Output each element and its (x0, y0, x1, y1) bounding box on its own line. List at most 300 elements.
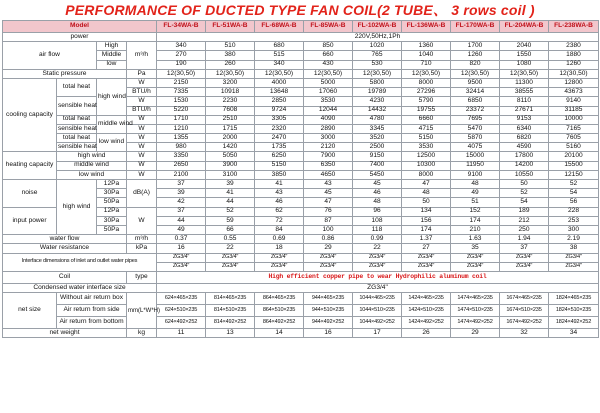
value-cell: 13 (206, 329, 255, 338)
value-cell: 765 (353, 51, 402, 60)
value-cell: 814×465×235 (206, 293, 255, 305)
value-cell: 12(30,50) (304, 69, 353, 78)
value-cell: 980 (157, 143, 206, 152)
table-row (3, 161, 599, 170)
value-cell: 8000 (402, 78, 451, 87)
net-weight-label: net weight (3, 329, 127, 338)
value-cell: 2510 (206, 115, 255, 124)
value-cell: 1674×492×252 (500, 317, 549, 329)
value-cell: 26 (402, 329, 451, 338)
value-cell: 864×492×252 (255, 317, 304, 329)
value-cell: 15500 (549, 161, 599, 170)
value-cell: 1710 (157, 115, 206, 124)
value-cell: 38555 (500, 88, 549, 97)
value-cell: 27671 (500, 106, 549, 115)
value-cell: 1.94 (500, 235, 549, 244)
value-cell: 2000 (206, 134, 255, 143)
value-cell: 2100 (157, 170, 206, 179)
value-cell: 17060 (304, 88, 353, 97)
value-cell: 12500 (402, 152, 451, 161)
value-cell: 37 (157, 207, 206, 216)
heating-capacity-label: heating capacity (3, 152, 57, 180)
value-cell: 76 (304, 207, 353, 216)
value-cell: 108 (353, 216, 402, 225)
value-cell: 3520 (353, 134, 402, 143)
value-cell: 13648 (255, 88, 304, 97)
pressure-level: 12Pa (97, 180, 127, 189)
value-cell: 32 (500, 329, 549, 338)
model-name: FL-102WA-B (353, 21, 402, 33)
value-cell: 23372 (451, 106, 500, 115)
value-cell: 12(30,50) (353, 69, 402, 78)
value-cell: 1420 (206, 143, 255, 152)
value-cell: 1210 (157, 124, 206, 133)
coil-label: Coil (3, 271, 127, 283)
value-cell: ZG3/4" (451, 262, 500, 271)
value-cell: 14432 (353, 106, 402, 115)
value-cell: 34 (549, 329, 599, 338)
value-cell: 3305 (255, 115, 304, 124)
value-cell: ZG3/4" (500, 262, 549, 271)
value-cell: 8110 (500, 97, 549, 106)
value-cell: 174 (451, 216, 500, 225)
value-cell: 3530 (402, 143, 451, 152)
value-cell: 624×492×252 (157, 317, 206, 329)
heat-type: total heat (57, 134, 97, 143)
value-cell: 0.69 (255, 235, 304, 244)
value-cell: 5870 (451, 134, 500, 143)
table-row (3, 235, 599, 244)
value-cell: 12(30,50) (206, 69, 255, 78)
value-cell: 4590 (500, 143, 549, 152)
size-variant: Without air return box (57, 293, 127, 305)
value-cell: 4650 (304, 170, 353, 179)
value-cell: 3350 (157, 152, 206, 161)
value-cell: 2040 (500, 42, 549, 51)
wind-label: low wind (97, 134, 127, 152)
table-row (3, 78, 599, 87)
value-cell: 47 (402, 180, 451, 189)
value-cell: 17800 (500, 152, 549, 161)
value-cell: 710 (402, 60, 451, 69)
value-cell: 12(30,50) (402, 69, 451, 78)
value-cell: 49 (451, 189, 500, 198)
value-cell: 59 (206, 216, 255, 225)
table-row (3, 69, 599, 78)
unit-cell: mm(L*W*H) (127, 293, 157, 329)
value-cell: 2890 (304, 124, 353, 133)
value-cell: 43 (304, 180, 353, 189)
value-cell: 72 (255, 216, 304, 225)
heat-type: total heat (57, 115, 97, 124)
model-name: FL-34WA-B (157, 21, 206, 33)
unit-cell: type (127, 271, 157, 283)
table-row (3, 143, 599, 152)
value-cell: 250 (500, 225, 549, 234)
value-cell: ZG3/4" (206, 253, 255, 262)
wind-label: high wind (97, 78, 127, 115)
value-cell: 1080 (500, 60, 549, 69)
value-cell: 1020 (353, 42, 402, 51)
value-cell: 1735 (255, 143, 304, 152)
value-cell: 5160 (549, 143, 599, 152)
value-cell: 430 (304, 60, 353, 69)
value-cell: ZG3/4" (255, 262, 304, 271)
value-cell: 1824×465×235 (549, 293, 599, 305)
value-cell: 54 (549, 189, 599, 198)
value-cell: 2850 (255, 97, 304, 106)
value-cell: 1674×465×235 (500, 293, 549, 305)
value-cell: 2650 (157, 161, 206, 170)
value-cell: 7165 (549, 124, 599, 133)
wind-label: high wind (57, 180, 97, 235)
value-cell: 6660 (402, 115, 451, 124)
value-cell: 228 (549, 207, 599, 216)
value-cell: 1424×510×235 (402, 305, 451, 317)
value-cell: 4715 (402, 124, 451, 133)
value-cell: 2150 (157, 78, 206, 87)
heat-type: sensible heat (57, 97, 97, 115)
table-row (3, 293, 599, 305)
value-cell: 5470 (451, 124, 500, 133)
water-flow-label: water flow (3, 235, 127, 244)
value-cell: 9100 (451, 170, 500, 179)
value-cell: 12150 (549, 170, 599, 179)
value-cell: 1824×510×235 (549, 305, 599, 317)
table-row (3, 134, 599, 143)
value-cell: 340 (157, 42, 206, 51)
value-cell: 48 (451, 180, 500, 189)
value-cell: 1715 (206, 124, 255, 133)
value-cell: 2230 (206, 97, 255, 106)
wind-label: middle wind (97, 115, 127, 133)
value-cell: 41 (255, 180, 304, 189)
value-cell: 27 (402, 244, 451, 253)
value-cell: 52 (206, 207, 255, 216)
value-cell: 3530 (304, 97, 353, 106)
value-cell: 134 (402, 207, 451, 216)
heat-type: total heat (57, 78, 97, 96)
value-cell: 814×492×252 (206, 317, 255, 329)
value-cell: 1360 (402, 42, 451, 51)
value-cell: 1260 (549, 60, 599, 69)
value-cell: 4000 (255, 78, 304, 87)
value-cell: 18 (255, 244, 304, 253)
value-cell: 96 (353, 207, 402, 216)
size-variant: Air return from bottom (57, 317, 127, 329)
value-cell: 39 (157, 189, 206, 198)
value-cell: 11 (157, 329, 206, 338)
value-cell: 45 (304, 189, 353, 198)
value-cell: 5050 (206, 152, 255, 161)
page-title: PERFORMANCE OF DUCTED TYPE FAN COIL(2 TUBE、 3 rows coil ) (65, 2, 535, 18)
table-row (3, 283, 599, 292)
table-row (3, 180, 599, 189)
value-cell: 5220 (157, 106, 206, 115)
value-cell: 14200 (500, 161, 549, 170)
unit-cell: W (127, 78, 157, 87)
value-cell: 2500 (353, 143, 402, 152)
value-cell: 19755 (402, 106, 451, 115)
table-row (3, 271, 599, 283)
value-cell: 20100 (549, 152, 599, 161)
value-cell: 39 (206, 180, 255, 189)
value-cell: ZG3/4" (304, 262, 353, 271)
unit-cell: W (127, 143, 157, 152)
value-cell: 12044 (304, 106, 353, 115)
value-cell: 12(30,50) (451, 69, 500, 78)
value-cell: 118 (353, 225, 402, 234)
value-cell: 530 (353, 60, 402, 69)
table-row (3, 305, 599, 317)
value-cell: 1044×510×235 (353, 305, 402, 317)
condensed-water-value: ZG3/4" (157, 283, 599, 292)
interface-label: Interface dimensions of inlet and outlet water pipes (3, 253, 157, 271)
value-cell: 6250 (255, 152, 304, 161)
value-cell: 19789 (353, 88, 402, 97)
value-cell: 29 (304, 244, 353, 253)
value-cell: 9500 (451, 78, 500, 87)
value-cell: 6350 (304, 161, 353, 170)
value-cell: 48 (402, 189, 451, 198)
unit-cell: BTU/h (127, 88, 157, 97)
size-variant: Air return from side (57, 305, 127, 317)
value-cell: 84 (255, 225, 304, 234)
value-cell: 5450 (353, 170, 402, 179)
value-cell: 50 (402, 198, 451, 207)
power-value: 220V,50Hz,1Ph (157, 33, 599, 42)
value-cell: 5790 (402, 97, 451, 106)
value-cell: 1674×510×235 (500, 305, 549, 317)
heat-type: sensible heat (58, 143, 97, 151)
value-cell: 152 (451, 207, 500, 216)
value-cell: 1474×492×252 (451, 317, 500, 329)
value-cell: 0.55 (206, 235, 255, 244)
value-cell: 6340 (500, 124, 549, 133)
power-label: power (3, 33, 157, 42)
value-cell: 253 (549, 216, 599, 225)
pressure-level: 30Pa (97, 216, 127, 225)
unit-cell: W (127, 124, 157, 133)
value-cell: 624×510×235 (157, 305, 206, 317)
value-cell: ZG3/4" (255, 253, 304, 262)
value-cell: 15000 (451, 152, 500, 161)
value-cell: 260 (206, 60, 255, 69)
value-cell: 7400 (353, 161, 402, 170)
value-cell: ZG3/4" (304, 253, 353, 262)
water-resistance-label: Water resistance (3, 244, 127, 253)
value-cell: 12(30,50) (500, 69, 549, 78)
value-cell: 2380 (549, 42, 599, 51)
value-cell: 156 (402, 216, 451, 225)
input-power-label: input power (3, 207, 57, 235)
value-cell: 9150 (353, 152, 402, 161)
unit-cell: kPa (127, 244, 157, 253)
value-cell: 35 (451, 244, 500, 253)
value-cell: 17 (353, 329, 402, 338)
value-cell: 52 (549, 180, 599, 189)
value-cell: 38 (549, 244, 599, 253)
value-cell: 1.37 (402, 235, 451, 244)
value-cell: 4090 (304, 115, 353, 124)
unit-cell: W (127, 161, 157, 170)
value-cell: 1700 (451, 42, 500, 51)
pressure-level: 50Pa (97, 225, 127, 234)
value-cell: 52 (500, 189, 549, 198)
value-cell: 1530 (157, 97, 206, 106)
value-cell: 10300 (402, 161, 451, 170)
value-cell: 270 (157, 51, 206, 60)
unit-cell: W (127, 115, 157, 124)
condensed-water-label: Condensed water interface size (3, 283, 157, 292)
value-cell: 944×465×235 (304, 293, 353, 305)
value-cell: 0.99 (353, 235, 402, 244)
unit-cell: W (127, 207, 157, 235)
value-cell: 22 (206, 244, 255, 253)
table-row (3, 317, 599, 329)
value-cell: 2120 (304, 143, 353, 152)
value-cell: 0.37 (157, 235, 206, 244)
table-row (3, 244, 599, 253)
unit-cell: Pa (127, 69, 157, 78)
value-cell: 56 (549, 198, 599, 207)
model-name: FL-85WA-B (304, 21, 353, 33)
value-cell: 29 (451, 329, 500, 338)
unit-cell: W (127, 97, 157, 106)
value-cell: 7608 (206, 106, 255, 115)
value-cell: ZG3/4" (500, 253, 549, 262)
value-cell: 1474×510×235 (451, 305, 500, 317)
value-cell: 10000 (549, 115, 599, 124)
value-cell: ZG3/4" (402, 253, 451, 262)
value-cell: 45 (353, 180, 402, 189)
pressure-level: 30Pa (97, 189, 127, 198)
value-cell: 46 (353, 189, 402, 198)
value-cell: 4230 (353, 97, 402, 106)
unit-cell: BTU/h (127, 106, 157, 115)
value-cell: 944×492×252 (304, 317, 353, 329)
value-cell: 43673 (549, 88, 599, 97)
model-name: FL-238WA-B (549, 21, 599, 33)
table-row (3, 253, 599, 262)
value-cell: 27296 (402, 88, 451, 97)
model-name: FL-204WA-B (500, 21, 549, 33)
value-cell: 7605 (549, 134, 599, 143)
value-cell: 1044×465×235 (353, 293, 402, 305)
model-name: FL-51WA-B (206, 21, 255, 33)
table-row (3, 170, 599, 179)
unit-cell: W (127, 152, 157, 161)
value-cell: 11950 (451, 161, 500, 170)
value-cell: 4075 (451, 143, 500, 152)
value-cell: ZG3/4" (402, 262, 451, 271)
wind-label: middle wind (57, 161, 127, 170)
coil-note: High efficient copper pipe to wear Hydrophilic aluminum coil (157, 271, 599, 283)
value-cell: 660 (304, 51, 353, 60)
model-name: FL-170WA-B (451, 21, 500, 33)
model-header: Model (3, 21, 157, 33)
value-cell: 2.19 (549, 235, 599, 244)
value-cell: 864×510×235 (255, 305, 304, 317)
air-flow-label: air flow (3, 42, 97, 70)
value-cell: 380 (206, 51, 255, 60)
value-cell: 44 (206, 198, 255, 207)
table-row (3, 33, 599, 42)
value-cell: 944×510×235 (304, 305, 353, 317)
value-cell: 1474×465×235 (451, 293, 500, 305)
value-cell: 814×510×235 (206, 305, 255, 317)
value-cell: 190 (157, 60, 206, 69)
value-cell: 189 (500, 207, 549, 216)
wind-level: Middle (97, 51, 127, 60)
value-cell: 1880 (549, 51, 599, 60)
value-cell: 12(30,50) (255, 69, 304, 78)
value-cell: 14 (255, 329, 304, 338)
value-cell: 1.63 (451, 235, 500, 244)
value-cell: 12(30,50) (549, 69, 599, 78)
value-cell: 680 (255, 42, 304, 51)
value-cell: 9153 (500, 115, 549, 124)
static-pressure-label: Static pressure (3, 69, 127, 78)
value-cell: 850 (304, 42, 353, 51)
noise-label: noise (3, 180, 57, 208)
value-cell: 7900 (304, 152, 353, 161)
table-row (3, 97, 599, 106)
value-cell: 510 (206, 42, 255, 51)
value-cell: 1424×492×252 (402, 317, 451, 329)
value-cell: 340 (255, 60, 304, 69)
value-cell: 43 (255, 189, 304, 198)
value-cell: 3345 (353, 124, 402, 133)
pressure-level: 12Pa (97, 207, 127, 216)
value-cell: 100 (304, 225, 353, 234)
value-cell: 9724 (255, 106, 304, 115)
cooling-capacity-label: cooling capacity (3, 78, 57, 152)
value-cell: 1040 (402, 51, 451, 60)
net-size-label: net size (3, 293, 57, 329)
table-row (3, 42, 599, 51)
value-cell: 3100 (206, 170, 255, 179)
value-cell: 820 (451, 60, 500, 69)
value-cell: 4780 (353, 115, 402, 124)
value-cell: 6820 (500, 134, 549, 143)
value-cell: 49 (157, 225, 206, 234)
value-cell: 12(30,50) (157, 69, 206, 78)
value-cell: 37 (500, 244, 549, 253)
value-cell: 7695 (451, 115, 500, 124)
value-cell: 6850 (451, 97, 500, 106)
value-cell: 8000 (402, 170, 451, 179)
table-row (3, 152, 599, 161)
value-cell: 9140 (549, 97, 599, 106)
value-cell: ZG3/4" (353, 253, 402, 262)
value-cell: 1424×465×235 (402, 293, 451, 305)
value-cell: 624×465×235 (157, 293, 206, 305)
wind-level: High (97, 42, 127, 51)
unit-cell: W (127, 134, 157, 143)
value-cell: 5150 (255, 161, 304, 170)
wind-label: high wind (57, 152, 127, 161)
unit-cell: W (127, 170, 157, 179)
value-cell: 10918 (206, 88, 255, 97)
value-cell: ZG3/4" (206, 262, 255, 271)
table-row (3, 21, 599, 33)
value-cell: 32414 (451, 88, 500, 97)
value-cell: 3200 (206, 78, 255, 87)
value-cell: 46 (255, 198, 304, 207)
value-cell: 1355 (157, 134, 206, 143)
value-cell: 3850 (255, 170, 304, 179)
